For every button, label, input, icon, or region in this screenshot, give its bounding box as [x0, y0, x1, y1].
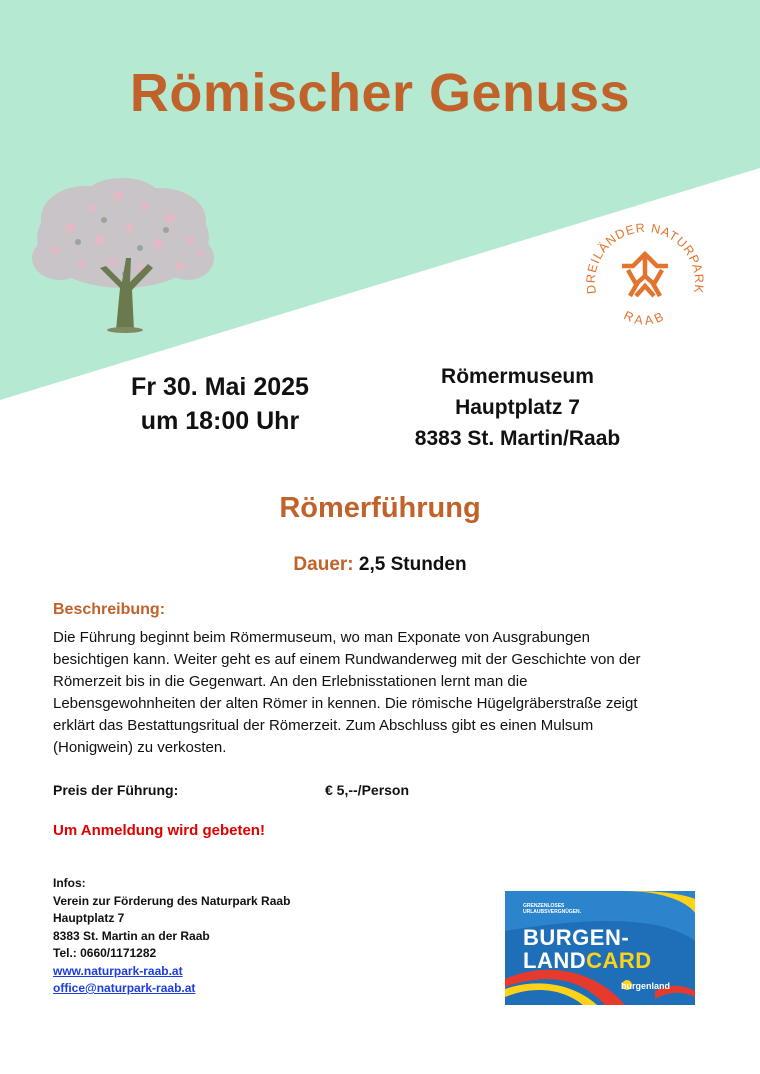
- naturpark-emblem-icon: [622, 254, 668, 296]
- event-date: [90, 370, 350, 438]
- event-duration: [0, 554, 760, 576]
- info-street: Hauptplatz 7: [53, 911, 125, 925]
- blossom-tree-icon: [30, 178, 216, 334]
- event-name: Römerführung: [279, 492, 481, 524]
- svg-text:DREILÄNDER NATURPARK: DREILÄNDER NATURPARK: [583, 220, 707, 295]
- description-line: erklärt das Bestattungsritual der Römerzeit. Zum Abschluss gibt es einen Mulsum: [53, 717, 594, 734]
- description-heading: Beschreibung:: [53, 601, 166, 618]
- price-value: € 5,--/Person: [325, 782, 410, 798]
- price-label: Preis der Führung:: [53, 782, 179, 798]
- venue-street: Hauptplatz 7: [455, 396, 580, 419]
- duration-value: 2,5 Stunden: [358, 554, 467, 575]
- event-time-line: um 18:00 Uhr: [140, 407, 300, 435]
- card-tagline: [523, 903, 581, 915]
- venue-city: 8383 St. Martin/Raab: [414, 427, 621, 450]
- card-tagline-2: URLAUBSVERGNÜGEN.: [523, 909, 582, 915]
- description-line: Lebensgewohnheiten der alten Römer in kennen. Die römische Hügelgräberstraße zeigt: [53, 695, 638, 712]
- card-title-land: LAND: [523, 948, 587, 973]
- event-venue: [380, 361, 655, 454]
- svg-text:RAAB: RAAB: [621, 308, 669, 328]
- description-text: [53, 627, 713, 759]
- card-title-1: BURGEN-: [523, 925, 630, 950]
- description-line: Römerzeit bis in die Gegenwart. An den Erlebnisstationen lernt man die: [53, 673, 528, 690]
- email-link[interactable]: office@naturpark-raab.at: [53, 981, 196, 995]
- info-city: 8383 St. Martin an der Raab: [53, 928, 210, 943]
- naturpark-logo: [580, 210, 710, 340]
- duration-label: Dauer:: [293, 554, 354, 575]
- info-org: Verein zur Förderung des Naturpark Raab: [53, 893, 291, 908]
- page-title: Römischer Genuss: [129, 63, 631, 123]
- website-link[interactable]: www.naturpark-raab.at: [53, 963, 183, 978]
- burgenland-card: [505, 891, 695, 1005]
- card-title-card: CARD: [586, 948, 652, 973]
- card-brand: burgenland: [621, 981, 670, 991]
- card-tagline-1: GRENZENLOSES: [523, 903, 565, 909]
- event-date-line: Fr 30. Mai 2025: [131, 373, 309, 401]
- description-line: Die Führung beginnt beim Römermuseum, wo man Exponate von Ausgrabungen: [53, 629, 590, 646]
- card-title-2: [523, 949, 652, 973]
- info-heading: Infos:: [53, 876, 86, 890]
- venue-name: Römermuseum: [441, 365, 594, 388]
- registration-notice: Um Anmeldung wird gebeten!: [53, 822, 265, 839]
- contact-info: [53, 875, 290, 998]
- description-line: (Honigwein) zu verkosten.: [53, 739, 227, 756]
- description-line: besichtigen kann. Weiter geht es auf einem Rundwanderweg mit der Geschichte von der: [53, 651, 641, 668]
- info-phone: Tel.: 0660/1171282: [53, 946, 157, 960]
